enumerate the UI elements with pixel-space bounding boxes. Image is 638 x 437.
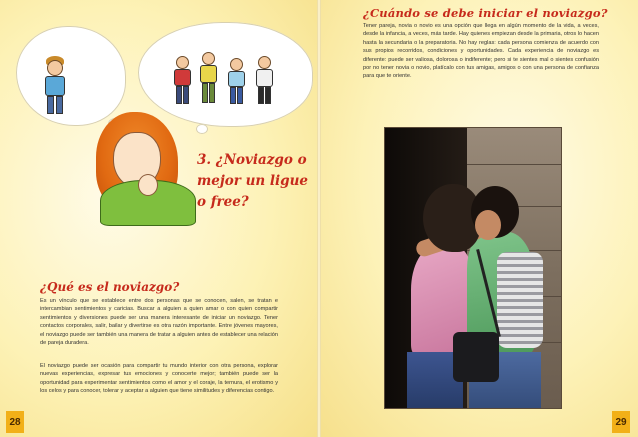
woman-hand: [138, 174, 158, 196]
left-page: [0, 0, 317, 437]
chapter-title: 3. ¿Noviazgo o mejor un ligue o free?: [197, 152, 309, 210]
section-heading-que-es: ¿Qué es el noviazgo?: [40, 280, 180, 294]
thought-bubble-puff: [196, 124, 208, 134]
paragraph-experience: El noviazgo puede ser ocasión para compartir tu mundo interior con otra persona, explorar nuevas experiencias, expresar tus emociones y conocerte mejor; también puede ser la oportunidad para experimentar sentimientos como el amor y el coraje, la ternura, el erotismo y los celos y para conocer, tolerar y aceptar a alguien que tiene similitudes y diferencias contigo.: [40, 363, 278, 395]
friends-illustration: [170, 56, 290, 108]
section-heading-cuando: ¿Cuándo se debe iniciar el noviazgo?: [363, 6, 608, 20]
boy-illustration: [42, 56, 68, 116]
face: [475, 210, 501, 240]
page-number-right: 29: [612, 411, 630, 433]
striped-sleeve: [497, 252, 543, 348]
page-number-left: 28: [6, 411, 24, 433]
paragraph-definition: Es un vínculo que se establece entre dos personas que se conocen, salen, se tratan e intercambian sentimientos y caricias. Buscar a alguien a quien amar o con quien compartir sentimientos y diversiones puede ser una manera interesante de iniciar un noviazgo. Tener contactos corporales, salir, bailar y divertirse es otra razón importante. Entre jóvenes mayores, el noviazgo puede ser también una manera de tratar a alguien antes de establecer una relación de pareja duradera.: [40, 298, 278, 347]
black-bag: [453, 332, 499, 382]
couple-hugging-photo: [384, 127, 562, 409]
paragraph-when: Tener pareja, novia o novio es una opción que llega en algún momento de la vida, a veces, desde la infancia, a veces, más tarde. Hay quienes empiezan desde la primaria, otros lo hacen hasta la secundaria o la preparatoria. No hay reglas: cada persona comienza de acuerdo con sus propios recorridos, condiciones y oportunidades. Cada experiencia de noviazgo es diferente: puede ser valiosa, dolorosa o indiferente; pero si te sientes mal o sientes confusión por no tener novia o novio, platícalo con tus amigas, amigos o con una persona de confianza para que te oriente.: [363, 23, 599, 80]
thought-bubble-small: [16, 26, 126, 126]
